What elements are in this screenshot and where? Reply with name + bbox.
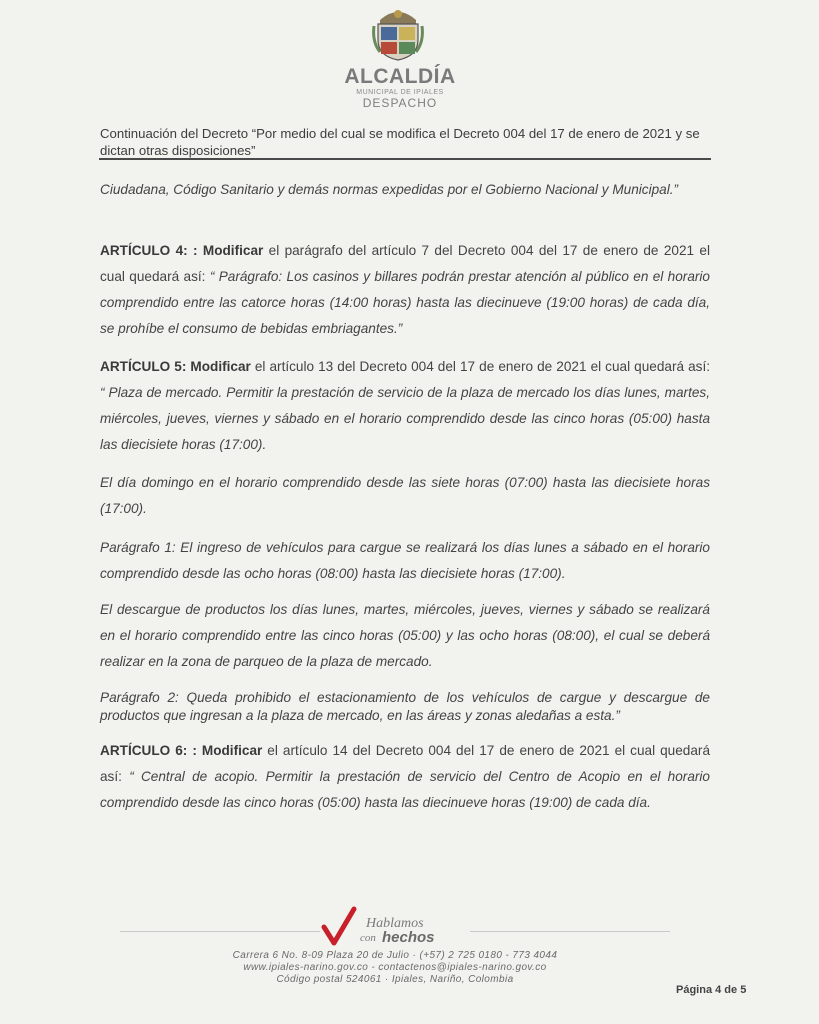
header-divider — [99, 158, 711, 160]
footer-rule-left — [120, 931, 320, 932]
paragraph-paragrafo-1: Parágrafo 1: El ingreso de vehículos para cargue se realizará los días lunes a sábado en el horario comprendido desde las ocho horas (08:00) hasta las diecisiete horas (17:00). — [100, 540, 710, 581]
article-4-label: ARTÍCULO 4: : — [100, 243, 203, 258]
article-6-label: ARTÍCULO 6: : — [100, 743, 202, 758]
paragraph-sunday-hours: El día domingo en el horario comprendido desde las siete horas (07:00) hasta las diecisiete horas (17:00). — [100, 475, 710, 516]
article-6 — [100, 738, 710, 816]
article-6-intro: el artículo 14 del Decreto 004 del 17 de enero de 2021 el cual quedará así: — [100, 743, 711, 784]
slogan-hechos: hechos — [382, 929, 435, 946]
checkmark-icon — [324, 909, 354, 943]
article-6-quote: “ Central de acopio. Permitir la prestación de servicio del Centro de Acopio en el horario comprendido desde las cinco horas (05:00) hasta las diecinueve horas (19:00) de cada día. — [100, 769, 710, 810]
address-line-3: Código postal 524061 · Ipiales, Nariño, Colombia — [276, 974, 514, 985]
paragraph-paragrafo-2: Parágrafo 2: Queda prohibido el estacionamiento de los vehículos de cargue y descargue de productos que ingresan a la plaza de mercado, en las áreas y zonas aledañas a esta.” — [100, 690, 710, 723]
paragraph-unloading: El descargue de productos los días lunes, martes, miércoles, jueves, viernes y sábado se realizará en el horario comprendido entre las cinco horas (05:00) y las ocho horas (08:00), el cual se deberá realizar en la zona de parqueo de la plaza de mercado. — [100, 602, 710, 669]
brand-subtitle: MUNICIPAL DE IPIALES — [356, 89, 444, 96]
address-line-1: Carrera 6 No. 8-09 Plaza 20 de Julio · (+57) 2 725 0180 - 773 4044 — [232, 950, 558, 961]
article-5-intro: el artículo 13 del Decreto 004 del 17 de enero de 2021 el cual quedará así: — [250, 359, 711, 374]
article-5-quote: “ Plaza de mercado. Permitir la prestación de servicio de la plaza de mercado los días lunes, martes, miércoles, jueves, viernes y sábado en el horario comprendido desde las cinco horas (05:00) hasta las diecisiete horas (17:00). — [100, 385, 710, 452]
article-5-label: ARTÍCULO 5: — [100, 359, 191, 374]
brand-title: ALCALDÍA — [344, 65, 456, 88]
slogan-logo — [320, 903, 470, 951]
article-4-quote: “ Parágrafo: Los casinos y billares podrán prestar atención al público en el horario comprendido entre las catorce horas (14:00 horas) hasta las diecinueve (19:00 horas) de cada día, se prohíbe el consumo de bebidas embriagantes.” — [100, 269, 710, 336]
article-5 — [100, 354, 710, 458]
footer-address — [160, 950, 630, 986]
continuation-heading: Continuación del Decreto “Por medio del cual se modifica el Decreto 004 del 17 de enero de 2021 y se dictan otras disposiciones” — [100, 126, 700, 158]
brand-department: DESPACHO — [362, 96, 438, 110]
institution-brand — [300, 66, 500, 110]
footer-rule-right — [470, 931, 670, 932]
article-6-action: Modificar — [201, 743, 263, 758]
article-5-action: Modificar — [190, 359, 251, 374]
slogan-line1: Hablamos — [366, 916, 424, 931]
paragraph-closing-quote: Ciudadana, Código Sanitario y demás normas expedidas por el Gobierno Nacional y Municipal.” — [100, 182, 679, 197]
slogan-con: con — [360, 932, 376, 944]
coat-of-arms-icon — [372, 6, 424, 62]
article-4 — [100, 238, 710, 342]
page-number: Página 4 de 5 — [676, 984, 747, 996]
article-4-intro: el parágrafo del artículo 7 del Decreto 004 del 17 de enero de 2021 el cual quedará así: — [100, 243, 710, 284]
address-line-2: www.ipiales-narino.gov.co - contactenos@ipiales-narino.gov.co — [243, 962, 547, 973]
article-4-action: Modificar — [202, 243, 264, 258]
